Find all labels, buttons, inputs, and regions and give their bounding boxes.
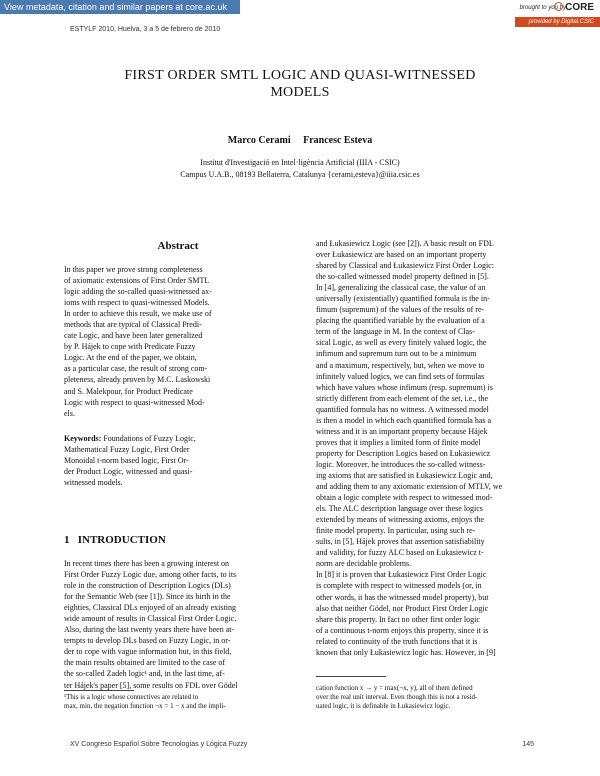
keywords-line [64, 444, 292, 455]
authors: Marco Cerami Francesc Esteva [227, 135, 373, 146]
text-line: obtain a logic complete with respect to witnessed mod- [316, 493, 493, 503]
text-line: In recent times there has been a growing interest on [64, 559, 230, 568]
footnote-line: uated logic, it is definable in Łukasiewicz logic. [316, 702, 451, 710]
text-line: eighties, Classical DLs enjoyed of an already existing [64, 603, 236, 613]
footnote-line: cation function x → y = max(¬x, y), all of them defined [316, 684, 473, 692]
footnote-rule-right [316, 676, 386, 677]
footnote-left [64, 693, 292, 711]
text-line: In [4], generalizing the classical case, the value of an [316, 283, 486, 293]
abstract-line: by P. Hájek to cope with Predicate Fuzzy [64, 342, 196, 352]
text-line: of a continuous t-norm enjoys this property, since it is [316, 625, 489, 635]
affiliation-line: Campus U.A.B., 08193 Bellaterra, Catalunya {cerami,esteva}@iiia.csic.es [180, 169, 420, 179]
text-line: wide amount of results in Classical First Order Logic. [64, 614, 237, 624]
text-line: els. The ALC description language over these logics [316, 504, 483, 514]
text-line: other words, it has the witnessed model property), but [316, 592, 489, 602]
title-line: FIRST ORDER SMTL LOGIC AND QUASI-WITNESSED [124, 68, 476, 83]
paper-title [60, 67, 540, 101]
text-line: and Łukasiewicz Logic (see [2]). A basic result on FDL [316, 239, 494, 248]
keywords-label: Keywords: [64, 434, 102, 443]
metadata-link[interactable]: View metadata, citation and similar papers at core.ac.uk [0, 0, 240, 14]
text-line: the main results obtained are limited to the case of [64, 658, 226, 668]
title-line: MODELS [270, 85, 330, 100]
text-line: logic. Moreover, he introduces the so-called witness- [316, 459, 486, 469]
text-line: term of the language in M. In the context of Clas- [316, 327, 475, 337]
abstract-line: els. [64, 408, 75, 418]
keywords-text: Monoidal t-norm based logic, First Or- [64, 456, 189, 466]
text-line: finite model property. In particular, using such re- [316, 526, 476, 536]
text-line: and a maximum, respectively, but, when we move to [316, 360, 485, 370]
text-line: the so-called Zadeh logic¹ and, in the last time, af- [64, 669, 225, 679]
section-heading-introduction: 1 INTRODUCTION [64, 534, 166, 546]
text-line: and adding them to any axiomatic extension of MTLV, we [316, 482, 503, 492]
text-line: shared by Classical and Łukasiewicz First Order Logic: [316, 261, 494, 271]
abstract-line: as a particular case, the result of strong com- [64, 364, 208, 374]
text-line: which have values whose infimum (resp. supremum) is [316, 382, 493, 392]
text-line: ing axioms that are satisfied in Łukasiewicz Logic and, [316, 470, 493, 480]
text-line: ter Hájek's paper [5], some results on FDL over Gödel [64, 680, 238, 690]
text-line: proves that it implies a limited form of finite model [316, 437, 481, 447]
text-line: witness and it is an important property because Hájek [316, 426, 488, 436]
brought-by-label: brought to you by [519, 5, 566, 11]
core-logo-icon [554, 2, 563, 11]
abstract-body [64, 264, 292, 419]
keywords-line [64, 466, 292, 477]
text-line: placing the quantified variable by the evaluation of a [316, 316, 485, 326]
page-number: 145 [522, 741, 534, 748]
text-line: the so-called witnessed model property defined in [5]. [316, 272, 489, 282]
text-line: In [8] it is proven that Łukasiewicz First Order Logic [316, 570, 487, 580]
text-line: First Order Fuzzy Logic due, among other facts, to its [64, 570, 237, 580]
affiliation [0, 157, 600, 180]
text-line: is then a model in which each quantified formula has a [316, 415, 492, 425]
text-line: strictly different from each element of the set, i.e., the [316, 393, 489, 403]
text-line: infimum and supremum turn out to be a minimum [316, 349, 477, 359]
text-line: known that only Łukasiewicz logic has. However, in [9] [316, 647, 496, 657]
text-line: over Łukasiewicz are based on an important property [316, 250, 487, 260]
text-line: quantified formula has no witness. A witnessed model [316, 404, 489, 414]
text-line: universally (existentially) quantified formula is the in- [316, 294, 490, 304]
text-line: also that neither Gödel, nor Product First Order Logic [316, 603, 489, 613]
keywords-line [64, 455, 292, 466]
abstract-line: ioms with respect to quasi-witnessed Models. [64, 298, 210, 308]
footnote-line: ¹This is a logic whose connectives are related to [64, 693, 199, 701]
abstract-line: In this paper we prove strong completeness [64, 265, 203, 274]
abstract-line: of axiomatic extensions of First Order SMTL [64, 276, 210, 286]
right-column-body [316, 238, 542, 658]
text-line: and validity, for fuzzy ALC based on Łukasiewicz t- [316, 548, 484, 558]
keywords-text: Mathematical Fuzzy Logic, First Order [64, 445, 190, 455]
keywords [64, 433, 292, 488]
keywords-line [64, 433, 292, 444]
abstract-line: pleteness, already proven by M.C. Laskowski [64, 375, 211, 385]
text-line: sults, in [5], Hájek proves that assertion satisfiability [316, 537, 485, 547]
text-line: for the Semantic Web (see [1]). Since its birth in the [64, 592, 231, 602]
text-line: fimum (supremum) of the values of the results of re- [316, 305, 485, 315]
abstract-line: methods that are typical of Classical Predi- [64, 320, 202, 330]
abstract-line: Logic with respect to quasi-witnessed Mod- [64, 397, 205, 407]
text-line: is complete with respect to witnessed models (or, in [316, 581, 482, 591]
keywords-text: witnessed models. [64, 478, 123, 488]
abstract-line: and S. Malekpour, for Product Predicate [64, 386, 193, 396]
conference-footer: XV Congreso Español Sobre Tecnologías y Lógica Fuzzy [70, 741, 248, 748]
text-line: related to continuity of the truth functions that it is [316, 636, 478, 646]
text-line: infinitely valued logics, we can find sets of formulas [316, 371, 485, 381]
abstract-line: In order to achieve this result, we make use of [64, 309, 212, 319]
footnote-right [316, 684, 542, 711]
affiliation-line: Institut d'Investigació en Intel·ligència Artificial (IIIA - CSIC) [200, 158, 400, 167]
abstract-heading: Abstract [157, 240, 199, 252]
text-line: property for Description Logics based on Łukasiewicz [316, 448, 491, 458]
text-line: Also, during the last twenty years there have been at- [64, 625, 235, 635]
core-logo[interactable] [554, 2, 594, 13]
text-line: tempts to develop DLs based on Fuzzy Logic, in or- [64, 636, 231, 646]
text-line: norm are decidable problems. [316, 559, 412, 569]
keywords-line [64, 477, 292, 488]
introduction-body [64, 558, 292, 691]
core-label: CORE [565, 2, 594, 13]
footnote-line: max, min, the negation function ¬x = 1 − x and the impli- [64, 702, 226, 710]
footnote-rule [64, 690, 134, 691]
keywords-text: der Product Logic, witnessed and quasi- [64, 467, 193, 477]
running-header: ESTYLF 2010, Huelva, 3 a 5 de febrero de 2010 [70, 26, 221, 33]
footnote-line: over the real unit interval. Even though this is not a resid- [316, 693, 478, 701]
keywords-text: Foundations of Fuzzy Logic, [101, 434, 196, 443]
text-line: share this property. In fact no other first order logic [316, 614, 480, 624]
abstract-line: logic adding the so-called quasi-witnessed ax- [64, 287, 212, 297]
provided-by-link[interactable]: provided by Digital.CSIC [515, 17, 600, 27]
text-line: der to cope with vague information but, in this field, [64, 647, 232, 657]
text-line: role in the construction of Description Logics (DLs) [64, 581, 231, 591]
text-line: extended by means of witnessing axioms, enjoys the [316, 515, 484, 525]
abstract-line: cate Logic, and have been later generalized [64, 331, 203, 341]
abstract-line: Logic. At the end of the paper, we obtain, [64, 353, 197, 363]
text-line: sical Logic, as well as every finitely valued logic, the [316, 338, 487, 348]
